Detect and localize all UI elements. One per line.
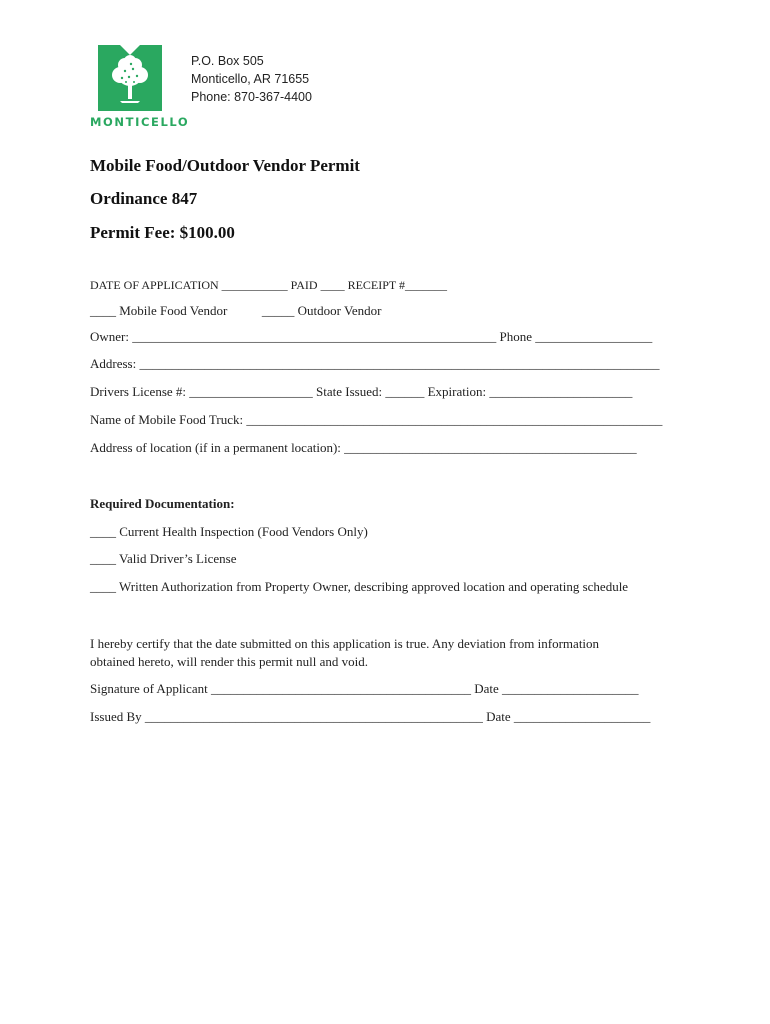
- ordinance-heading: Ordinance 847: [90, 189, 198, 208]
- vendor-type-line: [90, 303, 382, 319]
- certification-text-line-1: I hereby certify that the date submitted on this application is true. Any deviation from information: [90, 636, 600, 651]
- required-docs-heading: Required Documentation:: [90, 496, 235, 511]
- address-line: Address: ________________________________________________________________________________: [90, 356, 660, 371]
- address-city: Monticello, AR 71655: [191, 72, 310, 86]
- tree-logo-icon: [98, 45, 162, 111]
- issued-by-line: Issued By ____________________________________________________ Date _____________________: [90, 709, 651, 724]
- mobile-vendor-option: ____ Mobile Food Vendor: [90, 303, 228, 318]
- owner-phone-line: Owner: ________________________________________________________ Phone __________________: [90, 329, 653, 344]
- address-phone: Phone: 870-367-4400: [191, 90, 312, 104]
- permit-fee-heading: Permit Fee: $100.00: [90, 223, 235, 242]
- certification-text-line-2: obtained hereto, will render this permit null and void.: [90, 654, 368, 669]
- permit-title: Mobile Food/Outdoor Vendor Permit: [90, 156, 360, 175]
- address-po-box: P.O. Box 505: [191, 54, 264, 68]
- mailing-address: [191, 52, 312, 106]
- food-truck-name-line: Name of Mobile Food Truck: ________________________________________________________________: [90, 412, 663, 427]
- required-doc-authorization: ____ Written Authorization from Property Owner, describing approved location and operating schedule: [90, 579, 629, 594]
- drivers-license-line: Drivers License #: ___________________ State Issued: ______ Expiration: ______________________: [90, 384, 633, 399]
- required-doc-health-inspection: ____ Current Health Inspection (Food Vendors Only): [90, 524, 368, 539]
- location-address-line: Address of location (if in a permanent location): _____________________________________________: [90, 440, 637, 455]
- logo-wordmark: MONTICELLO: [90, 115, 190, 129]
- date-paid-receipt-line: DATE OF APPLICATION ___________ PAID ____ RECEIPT #_______: [90, 278, 448, 292]
- required-doc-drivers-license: ____ Valid Driver’s License: [90, 551, 237, 566]
- applicant-signature-line: Signature of Applicant ________________________________________ Date _____________________: [90, 681, 639, 696]
- outdoor-vendor-option: _____ Outdoor Vendor: [261, 303, 382, 318]
